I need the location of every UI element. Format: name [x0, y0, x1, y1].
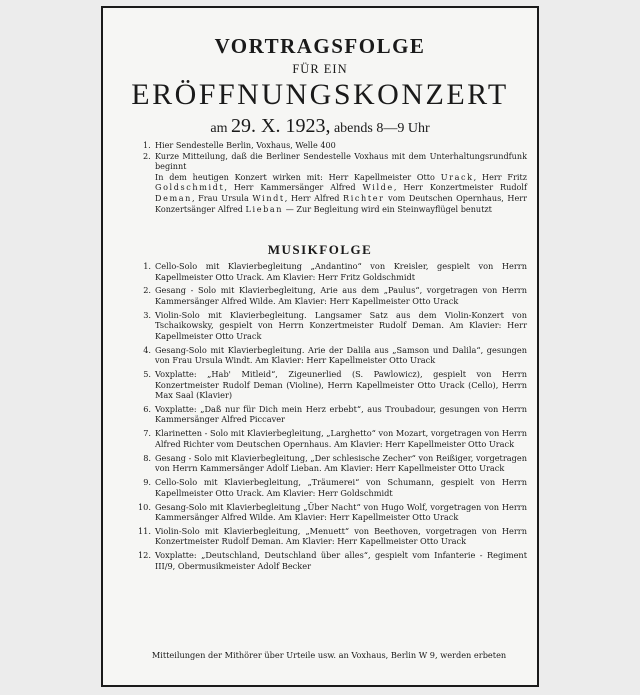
program-item-text: Voxplatte: „Daß nur für Dich mein Herz erbebt“, aus Troubadour, gesungen von Herrn Kammersänger Alfred Piccaver [155, 403, 527, 425]
performer-name: Lieban [245, 203, 284, 214]
program-item-text: Voxplatte: „Hab' Mitleid“, Zigeunerlied (S. Pawlowicz), gespielt von Herrn Konzertmeister Rudolf Deman (Violine), Herrn Kapellmeister Otto Urack (Cello), Herrn Max Saal (Klavier) [155, 369, 527, 401]
program-item [137, 369, 527, 401]
intro-item-text: Kurze Mitteilung, daß die Berliner Sendestelle Voxhaus mit dem Unterhaltungsrundfunk beginnt [155, 150, 527, 172]
program-item-text: Gesang - Solo mit Klavierbegleitung, „Der schlesische Zecher“ von Reißiger, vorgetragen von Herrn Kammersänger Adolf Lieban. Am Klavier: Herr Kapellmeister Otto Urack [155, 452, 527, 474]
performers-text: , Herr Kammersänger Alfred [224, 182, 363, 193]
program-item-number: 4. [143, 344, 151, 355]
program-item-number: 12. [137, 550, 151, 561]
header-concert-title: ERÖFFNUNGSKONZERT [131, 78, 509, 111]
performers-text: , Frau Ursula [192, 192, 253, 203]
program-item-text: Voxplatte: „Deutschland, Deutschland über alles“, gespielt vom Infanterie - Regiment III/9, Obermusikmeister Adolf Becker [155, 550, 527, 571]
performers-text: , Herr Konzertmeister Rudolf [393, 182, 527, 193]
program-item-text: Gesang-Solo mit Klavierbegleitung. Arie der Dalila aus „Samson und Dalila“, gesungen von Frau Ursula Windt. Am Klavier: Herr Kapellmeister Otto Urack [155, 344, 527, 366]
performer-name: Richter [343, 192, 385, 203]
header-title: VORTRAGSFOLGE [214, 34, 426, 58]
performers-text: vom Deutschen Opernhaus, Herr Konzertsänger Alfred [155, 192, 527, 214]
header-date-line [103, 116, 537, 136]
program-item [137, 345, 527, 366]
performers-text: In dem heutigen Konzert wirken mit: Herr Kapellmeister Otto [155, 171, 441, 182]
program-item [137, 477, 527, 498]
program-item-text: Klarinetten - Solo mit Klavierbegleitung, „Larghetto“ von Mozart, vorgetragen von Herrn Alfred Richter vom Deutschen Opernhaus. Am Klavier: Herr Kapellmeister Otto Urack [155, 428, 527, 449]
footer-note: Mitteilungen der Mithörer über Urteile usw. an Voxhaus, Berlin W 9, werden erbeten [151, 650, 507, 660]
program-item-text: Gesang - Solo mit Klavierbegleitung, Arie aus dem „Paulus“, vorgetragen von Herrn Kammersänger Alfred Wilde. Am Klavier: Herr Kapellmeister Otto Urack [155, 285, 527, 306]
program-item-text: Gesang-Solo mit Klavierbegleitung „Über Nacht“ von Hugo Wolf, vorgetragen von Herrn Kammersänger Alfred Wilde. Am Klavier: Herr Kapellmeister Otto Urack [155, 501, 527, 523]
program-item [137, 502, 527, 523]
program-item [137, 526, 527, 547]
concert-date: 29. X. 1923, [231, 115, 331, 137]
program-item-number: 8. [143, 452, 151, 463]
performer-name: Deman [155, 192, 192, 203]
performers-text: — Zur Begleitung wird ein Steinwayflügel benutzt [283, 203, 492, 214]
header-subtitle: FÜR EIN [292, 62, 348, 76]
intro-item-text: Hier Sendestelle Berlin, Voxhaus, Welle 400 [155, 140, 336, 150]
performer-name: Urack [440, 171, 474, 182]
program-item-number: 1. [143, 261, 151, 271]
program-item [137, 261, 527, 282]
program-item-text: Cello-Solo mit Klavierbegleitung, „Träumerei“ von Schumann, gespielt von Herrn Kapellmeister Otto Urack. Am Klavier: Herr Goldschmidt [155, 477, 527, 498]
program-item-number: 10. [137, 501, 151, 512]
performers-text: , Herr Alfred [284, 192, 344, 203]
intro-item-number: 1. [143, 140, 151, 150]
concert-time: abends 8—9 Uhr [333, 121, 430, 136]
program-item-number: 7. [143, 428, 151, 439]
date-prefix: am [210, 121, 228, 136]
program-sheet [101, 6, 539, 687]
program-item-text: Violin-Solo mit Klavierbegleitung. Langsamer Satz aus dem Violin-Konzert von Tschaikowsky, gespielt von Herrn Konzertmeister Rudolf Deman. Am Klavier: Herr Kapellmeister Otto Urack [155, 309, 527, 341]
program-item-number: 3. [143, 309, 151, 320]
performers-text: , Herr Fritz [473, 171, 527, 182]
program-item [137, 428, 527, 449]
program-item [137, 453, 527, 474]
intro-item-number: 2. [143, 150, 151, 161]
program-item-number: 9. [143, 477, 151, 488]
program-item-number: 11. [137, 525, 151, 536]
program-item-number: 6. [143, 403, 151, 414]
program-item [137, 404, 527, 425]
section-title: MUSIKFOLGE [267, 242, 373, 257]
performer-name: Windt [252, 192, 285, 203]
program-item-text: Violin-Solo mit Klavierbegleitung, „Menuett“ von Beethoven, vorgetragen von Herrn Konzertmeister Rudolf Deman. Am Klavier: Herr Kapellmeister Otto Urack [155, 525, 527, 547]
intro-item [143, 140, 527, 151]
performer-name: Wilde [362, 182, 394, 193]
program-item [137, 285, 527, 306]
performers-paragraph [155, 172, 527, 214]
program-item-number: 2. [143, 285, 151, 296]
program-item [137, 550, 527, 571]
program-item [137, 310, 527, 342]
intro-block [143, 140, 527, 214]
program-list [137, 261, 527, 575]
program-item-text: Cello-Solo mit Klavierbegleitung „Andantino“ von Kreisler, gespielt von Herrn Kapellmeister Otto Urack. Am Klavier: Herr Fritz Goldschmidt [155, 261, 527, 282]
performer-name: Goldschmidt [155, 182, 225, 193]
intro-item [143, 151, 527, 172]
program-item-number: 5. [143, 369, 151, 380]
